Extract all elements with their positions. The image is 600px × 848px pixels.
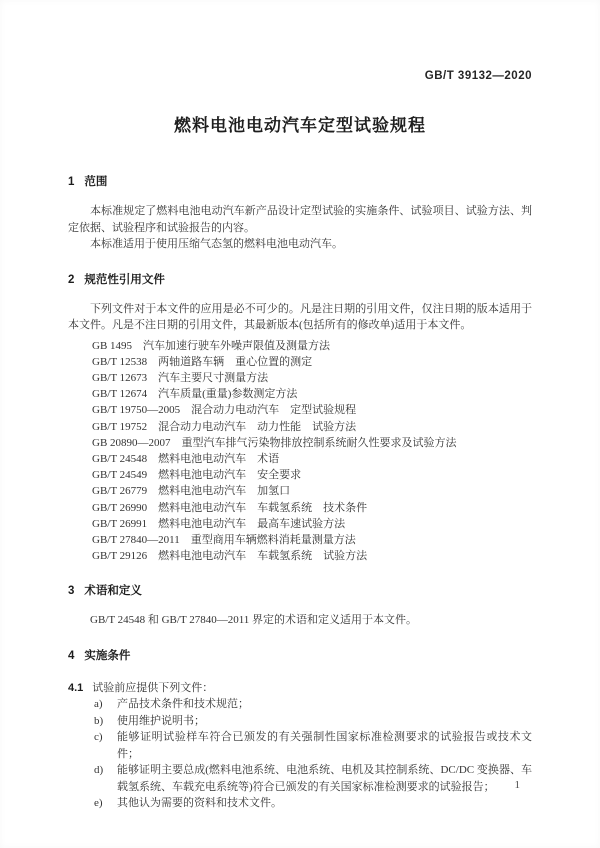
list-item-a-label: a) — [94, 698, 103, 711]
list-item-e — [94, 795, 532, 812]
scope-paragraph-1: 本标准规定了燃料电池电动汽车新产品设计定型试验的实施条件、试验项目、试验方法、判定依据、试验程序和试验报告的内容。 — [68, 205, 532, 234]
reference-item: GB/T 26779 燃料电池电动汽车 加氢口 — [92, 485, 291, 498]
section-3-number: 3 — [68, 585, 75, 598]
list-item-b-label: b) — [94, 714, 104, 727]
reference-item: GB/T 29126 燃料电池电动汽车 车载氢系统 试验方法 — [92, 550, 368, 563]
reference-list — [68, 338, 532, 565]
list-item-c-text: 能够证明试验样车符合已颁发的有关强制性国家标准检测要求的试验报告或技术文件； — [117, 731, 532, 760]
reference-item: GB/T 12674 汽车质量(重量)参数测定方法 — [92, 388, 298, 401]
list-item-e-text: 其他认为需要的资料和技术文件。 — [117, 797, 282, 810]
section-3-heading — [68, 584, 532, 599]
list-item-c — [94, 729, 532, 762]
document-requirement-list — [68, 696, 532, 812]
section-2-title: 规范性引用文件 — [84, 273, 165, 286]
reference-item: GB/T 24549 燃料电池电动汽车 安全要求 — [92, 469, 302, 482]
terms-paragraph: GB/T 24548 和 GB/T 27840—2011 界定的术语和定义适用于本文件。 — [90, 614, 418, 627]
reference-item: GB/T 24548 燃料电池电动汽车 术语 — [92, 452, 280, 465]
section-2-heading — [68, 273, 532, 288]
list-item-e-label: e) — [94, 797, 103, 810]
section-4-title: 实施条件 — [84, 649, 131, 662]
section-2-number: 2 — [68, 273, 75, 286]
reference-item: GB/T 26990 燃料电池电动汽车 车载氢系统 技术条件 — [92, 501, 368, 514]
clause-4-1 — [68, 680, 532, 697]
reference-item: GB 1495 汽车加速行驶车外噪声限值及测量方法 — [92, 339, 331, 352]
reference-item: GB/T 19752 混合动力电动汽车 动力性能 试验方法 — [92, 420, 357, 433]
document-title: 燃料电池电动汽车定型试验规程 — [174, 116, 426, 135]
clause-4-1-number: 4.1 — [68, 681, 84, 694]
reference-item: GB/T 27840—2011 重型商用车辆燃料消耗量测量方法 — [92, 533, 356, 546]
clause-4-1-text: 试验前应提供下列文件： — [92, 681, 214, 694]
reference-item: GB/T 12673 汽车主要尺寸测量方法 — [92, 371, 269, 384]
scope-paragraph-2: 本标准适用于使用压缩气态氢的燃料电池电动汽车。 — [90, 238, 343, 250]
standard-code: GB/T 39132—2020 — [424, 70, 532, 82]
section-3-title: 术语和定义 — [84, 585, 142, 598]
list-item-c-label: c) — [94, 731, 103, 744]
section-1-title: 范围 — [84, 176, 108, 188]
section-1-number: 1 — [68, 176, 75, 188]
list-item-d-text: 能够证明主要总成(燃料电池系统、电池系统、电机及其控制系统、DC/DC 变换器、车载氢系统、车载充电系统等)符合已颁发的有关国家标准检测要求的试验报告； — [117, 764, 532, 793]
section-4-heading — [68, 649, 532, 664]
list-item-d — [94, 762, 532, 795]
list-item-a-text: 产品技术条件和技术规范； — [117, 698, 249, 711]
reference-item: GB 20890—2007 重型汽车排气污染物排放控制系统耐久性要求及试验方法 — [92, 436, 457, 449]
list-item-b-text: 使用维护说明书； — [117, 714, 205, 727]
reference-item: GB/T 19750—2005 混合动力电动汽车 定型试验规程 — [92, 404, 357, 417]
list-item-d-label: d) — [94, 764, 104, 777]
section-4-number: 4 — [68, 649, 75, 662]
list-item-a — [94, 696, 532, 713]
references-intro: 下列文件对于本文件的应用是必不可少的。凡是注日期的引用文件，仅注日期的版本适用于本文件。凡是不注日期的引用文件，其最新版本(包括所有的修改单)适用于本文件。 — [68, 302, 532, 331]
list-item-b — [94, 713, 532, 730]
reference-item: GB/T 26991 燃料电池电动汽车 最高车速试验方法 — [92, 517, 346, 530]
section-1-heading — [68, 175, 532, 190]
reference-item: GB/T 12538 两轴道路车辆 重心位置的测定 — [92, 355, 313, 368]
page-number: 1 — [514, 778, 520, 791]
